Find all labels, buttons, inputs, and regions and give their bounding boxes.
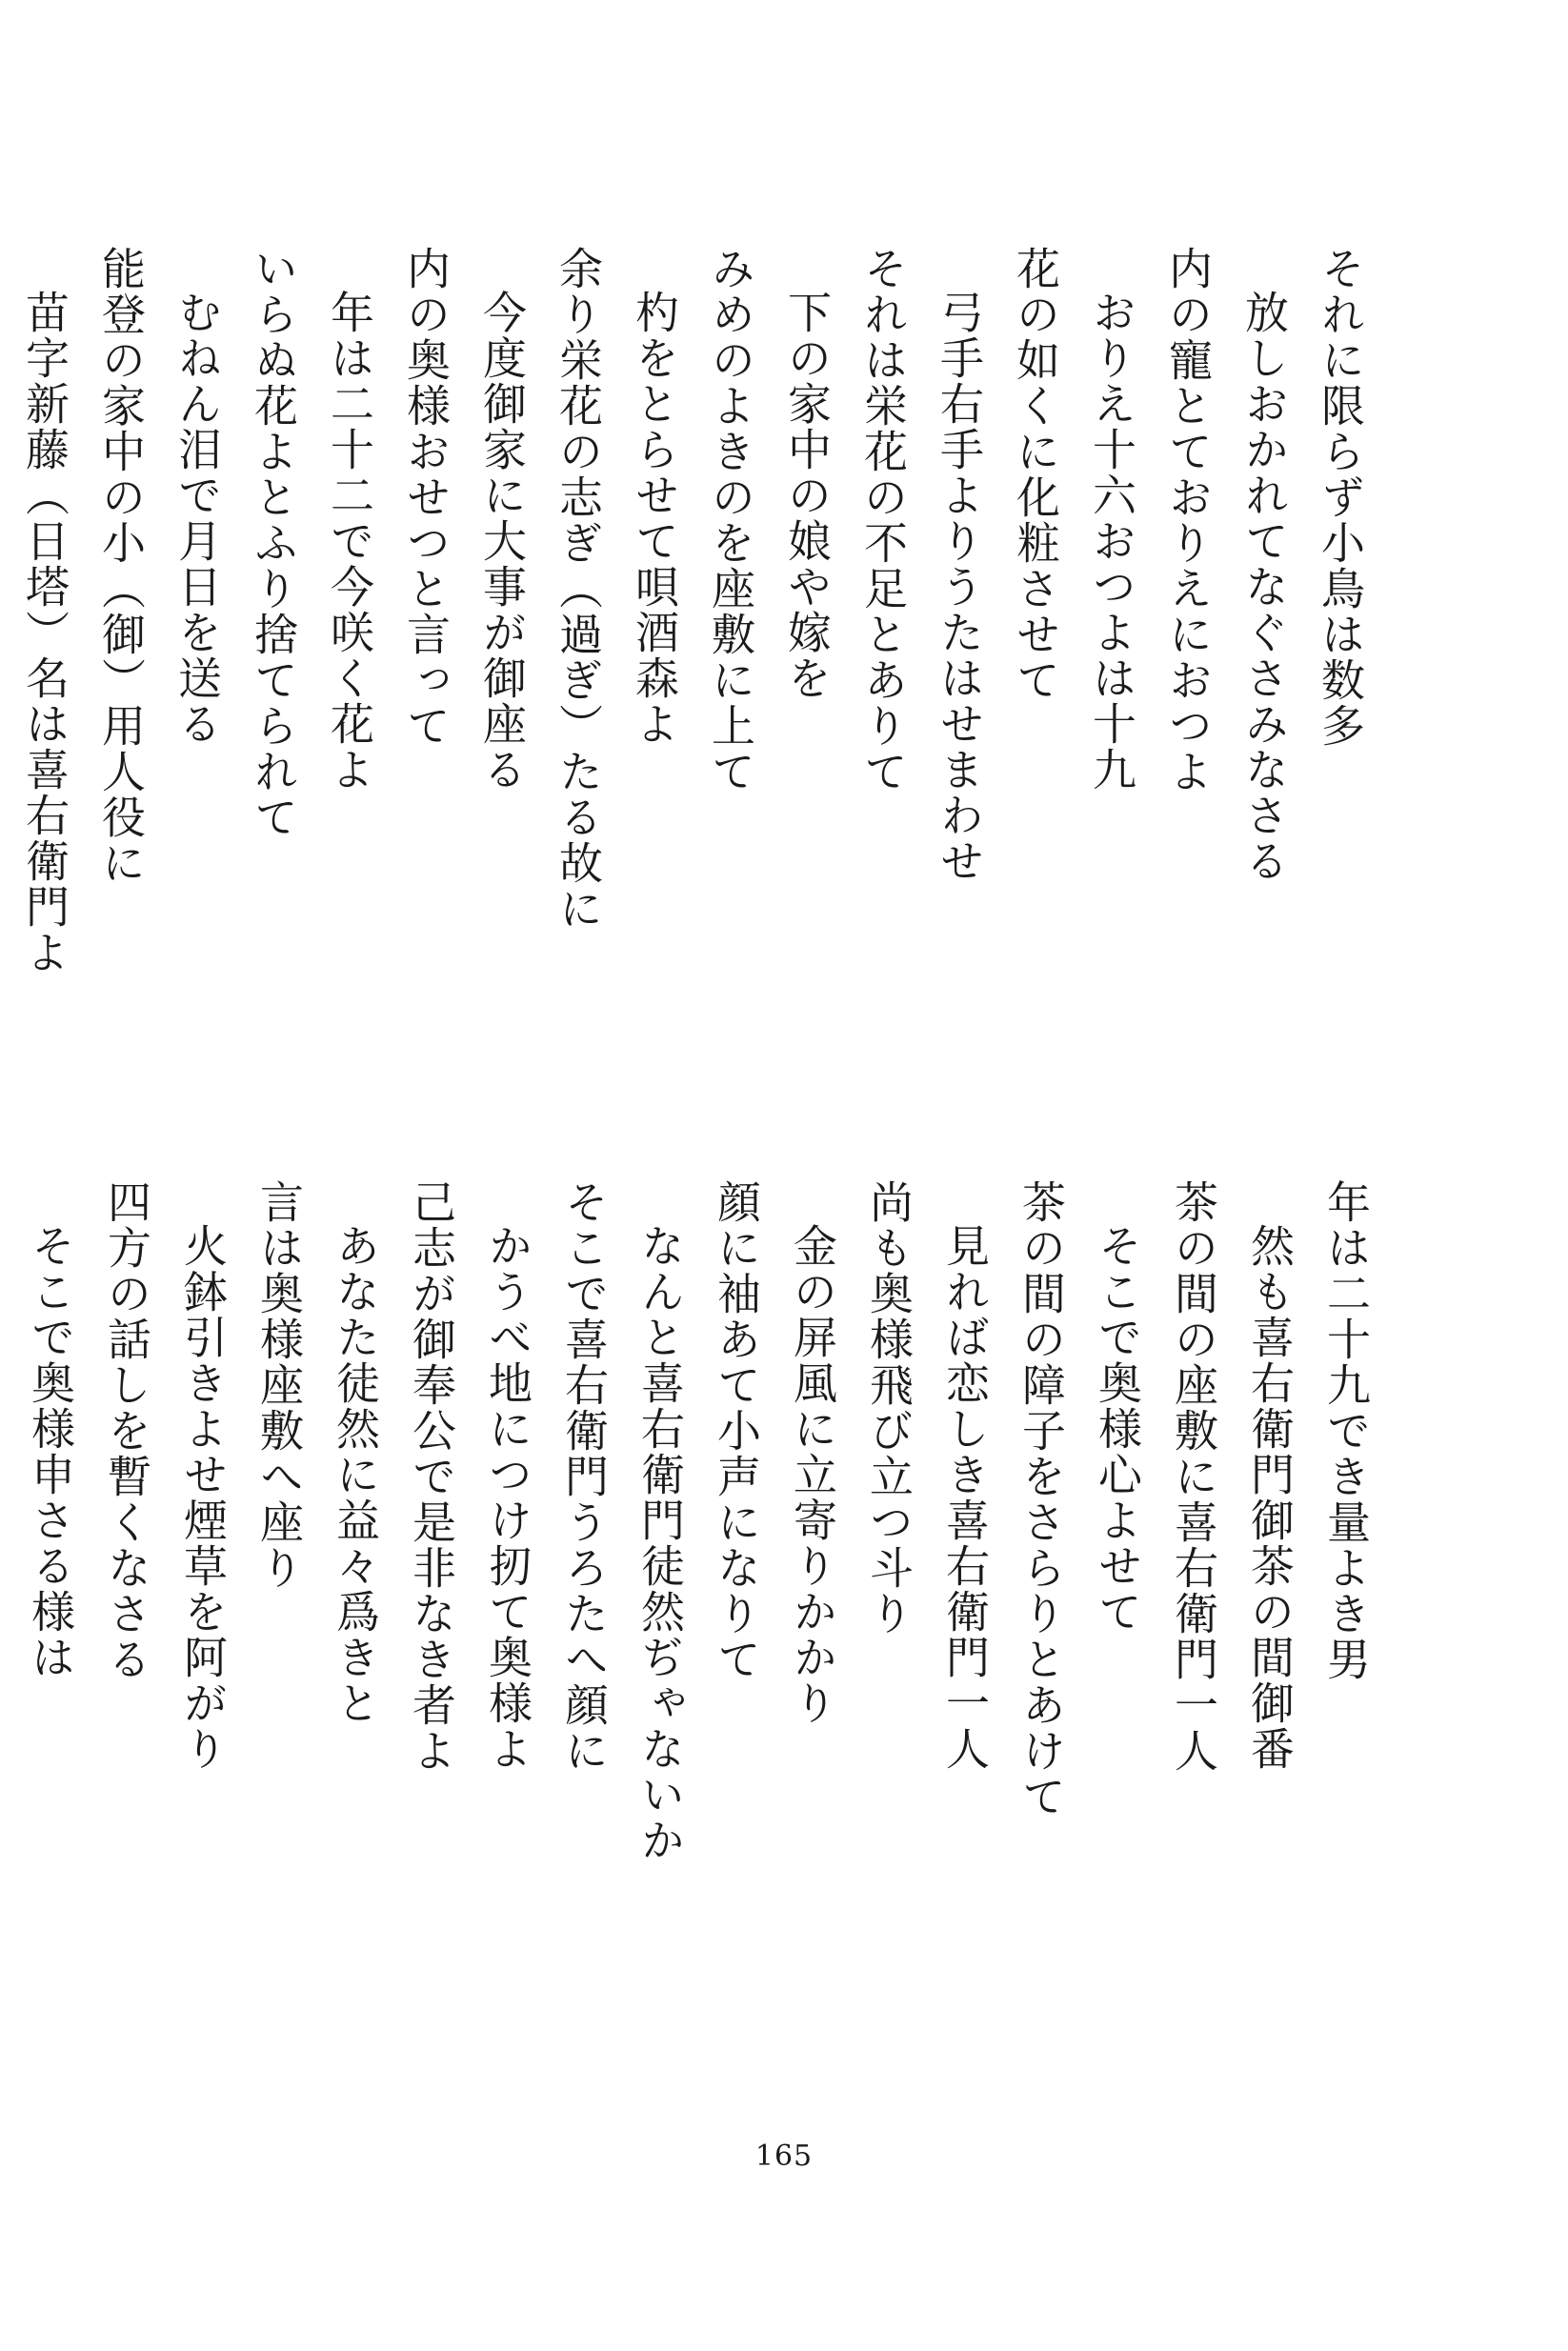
verse-line: 見れば恋しき喜右衛門一人: [939, 1223, 991, 1772]
verse-line: 茶の間の座敷に喜右衛門一人: [1168, 1179, 1219, 1774]
verse-line: それに限らず小鳥は数多: [1315, 246, 1366, 749]
verse-line: 金の屏風に立寄りかかり: [787, 1223, 838, 1726]
verse-line: 内の奥様おせつと言って: [400, 246, 452, 749]
verse-line: かうべ地につけ扨て奥様よ: [482, 1223, 533, 1772]
verse-line: そこで喜右衛門うろたへ顔に: [558, 1179, 610, 1774]
verse-block-top: [19, 246, 1372, 1008]
verse-line: 放しおかれてなぐさみなさる: [1238, 290, 1290, 884]
verse-line: 今度御家に大事が御座る: [476, 290, 528, 793]
verse-line: おりえ十六おつよは十九: [1086, 290, 1137, 793]
verse-line: 苗字新藤（日塔）名は喜右衛門よ: [19, 290, 70, 975]
verse-line: 年は二十九でき量よき男: [1320, 1179, 1372, 1682]
verse-line: 己志が御奉公で是非なき者よ: [406, 1179, 457, 1774]
verse-line: なんと喜右衛門徒然ぢゃないか: [634, 1223, 686, 1863]
verse-line: むねん泪で月日を送る: [171, 290, 223, 747]
verse-line: 茶の間の障子をさらりとあけて: [1015, 1179, 1067, 1819]
verse-line: あなた徒然に益々爲きと: [330, 1223, 381, 1726]
verse-line: 能登の家中の小（御）用人役に: [95, 246, 147, 886]
verse-line: それは栄花の不足とありて: [857, 246, 909, 794]
verse-line: 内の寵とておりえにおつよ: [1162, 246, 1214, 794]
verse-line: 言は奥様座敷へ座り: [253, 1179, 305, 1591]
verse-line: 花の如くに化粧させて: [1010, 246, 1061, 703]
verse-line: みめのよきのを座敷に上て: [705, 246, 756, 794]
verse-line: 火鉢引きよせ煙草を阿がり: [177, 1223, 229, 1772]
verse-line: 尚も奥様飛び立つ斗り: [863, 1179, 915, 1637]
verse-line: 然も喜右衛門御茶の間御番: [1244, 1223, 1296, 1772]
verse-line: 杓をとらせて唄酒森よ: [629, 290, 680, 747]
verse-line: 余り栄花の志ぎ（過ぎ）たる故に: [553, 246, 604, 932]
verse-line: そこで奥様心よせて: [1092, 1223, 1143, 1635]
page-number: 165: [754, 2140, 814, 2173]
verse-line: 弓手右手よりうたはせまわせ: [934, 290, 985, 884]
verse-block-bottom: [25, 1179, 1377, 1960]
verse-line: そこで奥様申さる様は: [25, 1223, 76, 1680]
verse-line: 年は二十二で今咲く花よ: [324, 290, 375, 793]
verse-line: 下の家中の娘や嫁を: [781, 290, 833, 701]
verse-line: いらぬ花よとふり捨てられて: [248, 246, 299, 840]
verse-line: 四方の話しを暫くなさる: [101, 1179, 152, 1682]
verse-line: 顔に袖あて小声になりて: [711, 1179, 762, 1682]
